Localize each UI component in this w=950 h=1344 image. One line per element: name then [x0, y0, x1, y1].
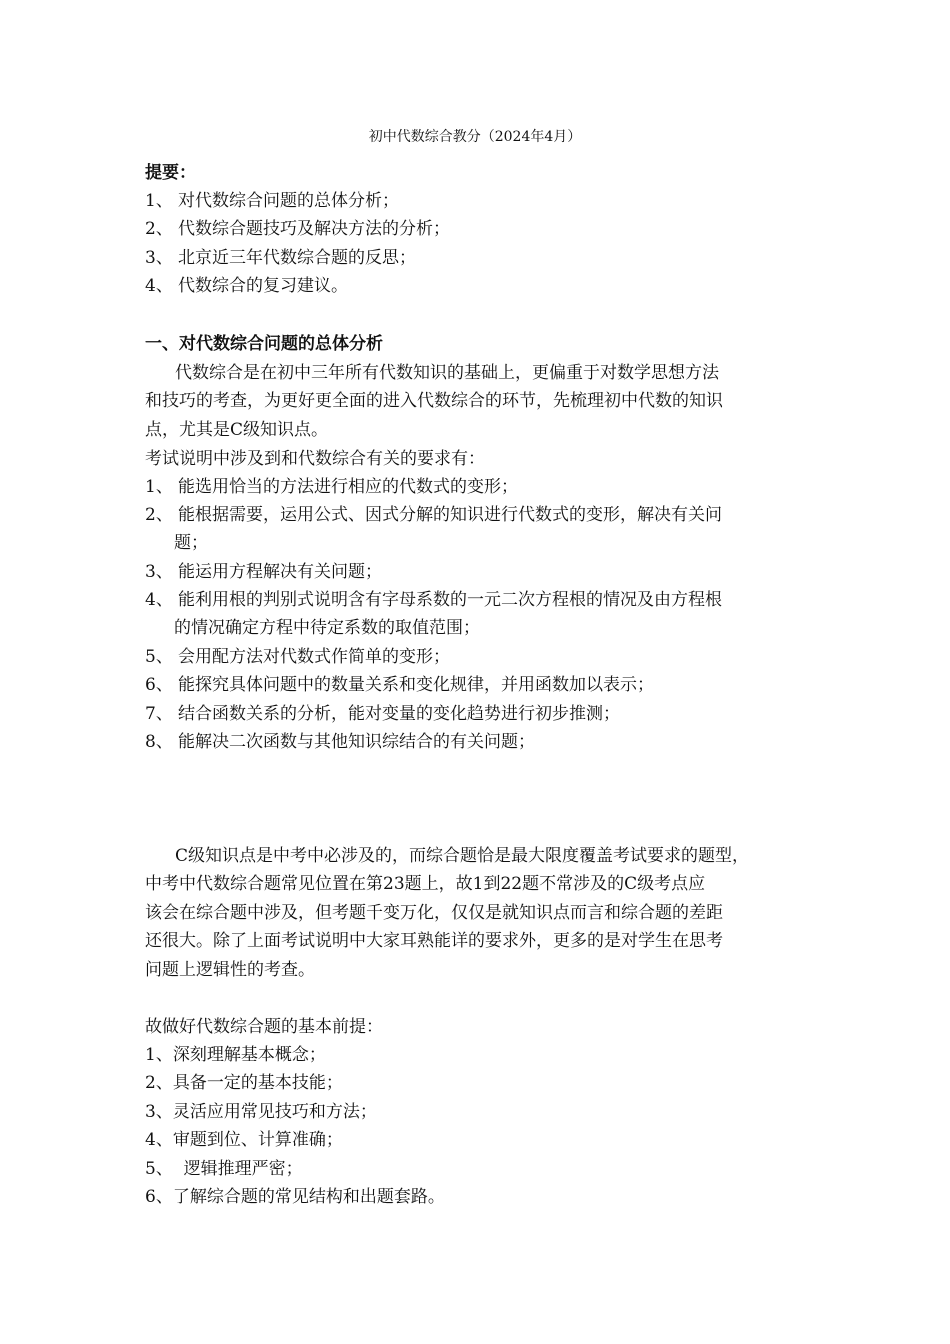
requirement-text: 能解决二次函数与其他知识综结合的有关问题； [178, 732, 535, 752]
summary-heading: 提要： [145, 163, 196, 183]
summary-item-number: 4、 [145, 276, 173, 296]
summary-item [145, 246, 416, 270]
premise-item: 3、灵活应用常见技巧和方法； [145, 1102, 377, 1122]
requirement-number: 1、 [145, 477, 173, 497]
summary-item-number: 3、 [145, 248, 173, 268]
requirement-text: 能运用方程解决有关问题； [178, 562, 382, 582]
requirement-item [145, 588, 722, 612]
requirement-item [145, 730, 535, 754]
paragraph-line: 还很大。除了上面考试说明中大家耳熟能详的要求外，更多的是对学生在思考 [145, 931, 723, 951]
premise-item: 1、深刻理解基本概念； [145, 1045, 326, 1065]
requirement-continuation: 题； [174, 533, 208, 553]
summary-item-number: 1、 [145, 191, 173, 211]
requirement-continuation: 的情况确定方程中待定系数的取值范围； [174, 618, 480, 638]
requirement-text: 能利用根的判别式说明含有字母系数的一元二次方程根的情况及由方程根 [178, 590, 722, 610]
requirement-text: 能根据需要，运用公式、因式分解的知识进行代数式的变形，解决有关问 [178, 505, 722, 525]
requirement-text: 会用配方法对代数式作简单的变形； [178, 647, 450, 667]
summary-item-text: 北京近三年代数综合题的反思； [178, 248, 416, 268]
requirement-text: 结合函数关系的分析，能对变量的变化趋势进行初步推测； [178, 704, 620, 724]
requirement-item [145, 702, 620, 726]
requirement-number: 5、 [145, 647, 173, 667]
summary-item-text: 对代数综合问题的总体分析； [178, 191, 399, 211]
summary-item [145, 217, 450, 241]
section-heading: 一、对代数综合问题的总体分析 [145, 334, 383, 354]
summary-item [145, 274, 348, 298]
requirement-text: 能选用恰当的方法进行相应的代数式的变形； [178, 477, 518, 497]
paragraph-line: 中考中代数综合题常见位置在第23题上，故1到22题不常涉及的C级考点应 [145, 874, 706, 894]
premise-item: 5、 逻辑推理严密； [145, 1159, 303, 1179]
paragraph-line: C级知识点是中考中必涉及的，而综合题恰是最大限度覆盖考试要求的题型， [175, 846, 750, 866]
paragraph-line: 问题上逻辑性的考查。 [145, 960, 315, 980]
premise-item: 4、审题到位、计算准确； [145, 1130, 343, 1150]
requirement-text: 能探究具体问题中的数量关系和变化规律，并用函数加以表示； [178, 675, 654, 695]
requirement-item [145, 673, 654, 697]
document-title: 初中代数综合教分（2024年4月） [368, 129, 582, 145]
requirement-number: 3、 [145, 562, 173, 582]
paragraph-line: 该会在综合题中涉及，但考题千变万化，仅仅是就知识点而言和综合题的差距 [145, 903, 723, 923]
requirement-item [145, 475, 518, 499]
summary-item-text: 代数综合题技巧及解决方法的分析； [178, 219, 450, 239]
requirement-number: 4、 [145, 590, 173, 610]
requirement-number: 8、 [145, 732, 173, 752]
requirement-number: 6、 [145, 675, 173, 695]
requirement-item [145, 645, 450, 669]
requirement-item [145, 560, 382, 584]
paragraph-line: 和技巧的考查，为更好更全面的进入代数综合的环节，先梳理初中代数的知识 [145, 391, 723, 411]
requirement-item [145, 503, 722, 527]
premise-item: 6、了解综合题的常见结构和出题套路。 [145, 1187, 445, 1207]
summary-item [145, 189, 399, 213]
requirements-intro: 考试说明中涉及到和代数综合有关的要求有： [145, 449, 485, 469]
requirement-number: 7、 [145, 704, 173, 724]
summary-item-text: 代数综合的复习建议。 [178, 276, 348, 296]
paragraph-line: 点，尤其是C级知识点。 [145, 420, 329, 440]
paragraph-line: 代数综合是在初中三年所有代数知识的基础上，更偏重于对数学思想方法 [175, 363, 719, 383]
premise-intro: 故做好代数综合题的基本前提： [145, 1017, 383, 1037]
summary-item-number: 2、 [145, 219, 173, 239]
premise-item: 2、具备一定的基本技能； [145, 1073, 343, 1093]
requirement-number: 2、 [145, 505, 173, 525]
